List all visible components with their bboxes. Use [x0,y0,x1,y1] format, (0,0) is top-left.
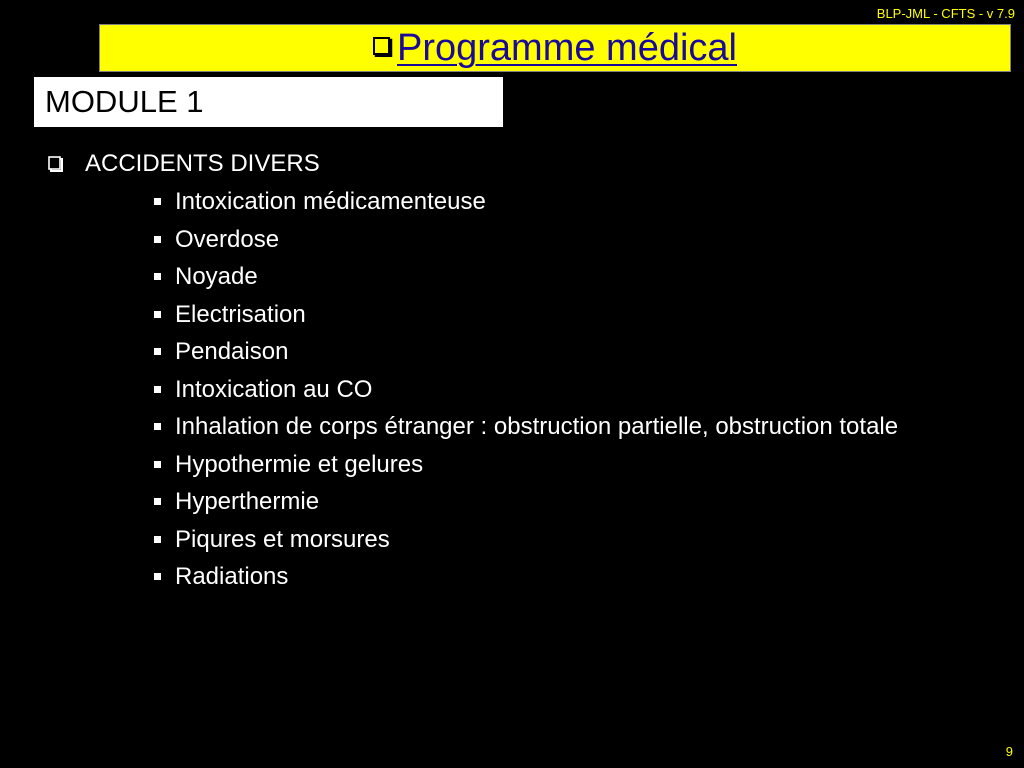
module-label-box [34,77,503,127]
list-item [154,336,988,367]
slide-title: Programme médical [397,27,737,69]
square-bullet-icon [154,573,161,580]
list-item [154,411,988,442]
list-item-text: Hypothermie et gelures [175,450,424,478]
square-bullet-icon [154,461,161,468]
accident-list [48,186,988,592]
list-item [154,374,988,405]
list-item-text: Inhalation de corps étranger : obstruction partielle, obstruction totale [175,413,899,440]
list-item-text: Intoxication médicamenteuse [175,188,486,215]
section-heading [48,148,988,180]
module-label: MODULE 1 [45,84,204,119]
checkbox-bullet-icon [48,156,63,172]
list-item [154,561,988,592]
slide-content [48,148,988,599]
section-label: ACCIDENTS DIVERS [85,150,320,177]
list-item [154,486,988,517]
list-item-text: Hyperthermie [175,488,320,515]
list-item-text: Electrisation [175,300,306,328]
square-bullet-icon [154,273,161,280]
list-item [154,261,988,292]
list-item [154,524,988,555]
list-item [154,224,988,255]
square-bullet-icon [154,236,161,243]
title-bar [99,24,1011,72]
list-item-text: Overdose [175,225,280,253]
checkbox-square-icon [373,35,393,57]
square-bullet-icon [154,386,161,393]
list-item-text: Pendaison [175,338,289,365]
version-tag: BLP-JML - CFTS - v 7.9 [876,6,1015,21]
list-item-text: Intoxication au CO [175,375,373,403]
square-bullet-icon [154,423,161,430]
list-item [154,186,988,217]
list-item [154,299,988,330]
page-number: 9 [1005,744,1013,759]
square-bullet-icon [154,498,161,505]
list-item [154,449,988,480]
square-bullet-icon [154,536,161,543]
square-bullet-icon [154,348,161,355]
list-item-text: Piqures et morsures [175,525,390,553]
list-item-text: Radiations [175,563,289,590]
square-bullet-icon [154,198,161,205]
list-item-text: Noyade [175,263,258,290]
square-bullet-icon [154,311,161,318]
